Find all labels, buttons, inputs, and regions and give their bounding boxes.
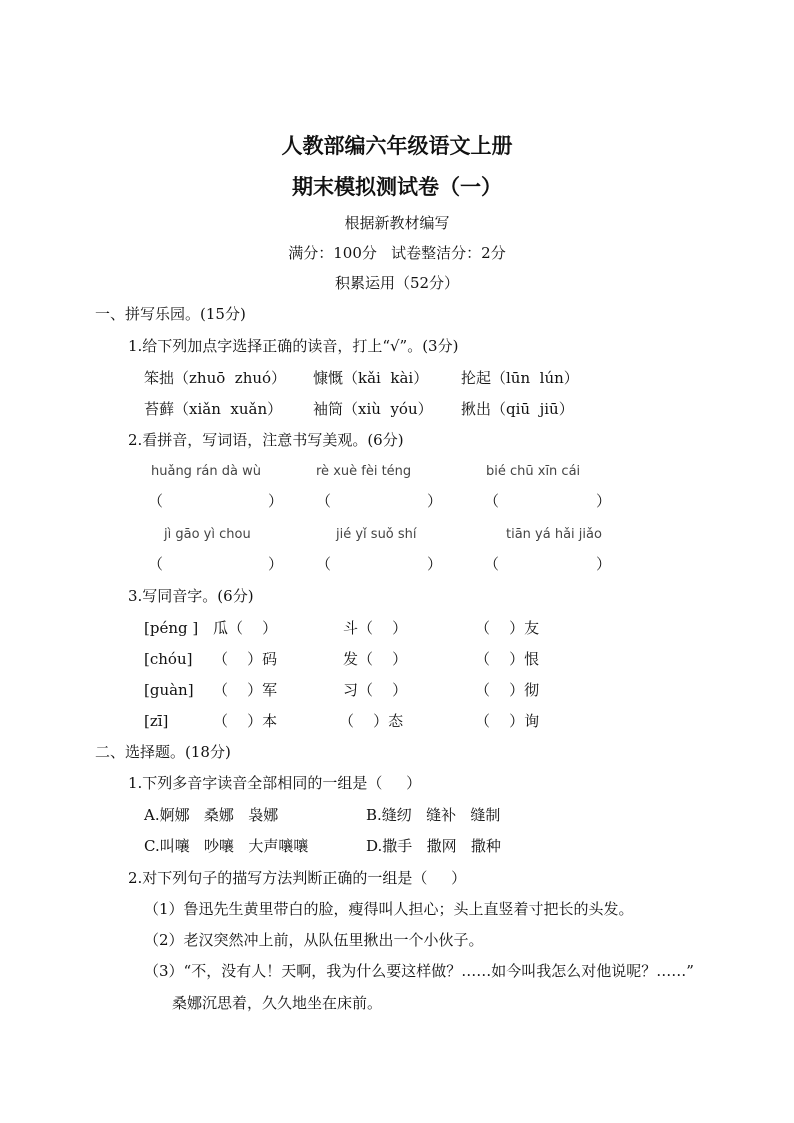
- pinyin-prompt: huǎng rán dà wù: [151, 464, 261, 479]
- q3-prompt: 3.写同音字。(6分): [128, 587, 254, 605]
- section2-title: 二、选择题。(18分): [95, 743, 231, 761]
- part-title: 积累运用（52分）: [334, 274, 460, 292]
- answer-blank-close: ）: [427, 492, 443, 510]
- homophone-blank[interactable]: （ ）态: [339, 712, 404, 730]
- answer-blank-close: ）: [268, 555, 284, 573]
- homophone-blank[interactable]: 斗（ ）: [343, 619, 408, 637]
- homophone-blank[interactable]: （ ）码: [213, 650, 278, 668]
- homophone-blank[interactable]: 发（ ）: [343, 650, 408, 668]
- pinyin-prompt: tiān yá hǎi jiǎo: [506, 527, 602, 542]
- q1-item: 袖筒（xiù yóu）: [313, 400, 433, 418]
- q1-item: 抡起（lūn lún）: [461, 369, 579, 387]
- homophone-blank[interactable]: （ ）友: [475, 619, 540, 637]
- answer-blank-close: ）: [427, 555, 443, 573]
- sentence-continuation: 桑娜沉思着，久久地坐在床前。: [172, 994, 383, 1012]
- q1-item: 慷慨（kǎi kài）: [313, 369, 429, 387]
- q1-prompt: 1.给下列加点字选择正确的读音，打上“√”。(3分): [128, 337, 459, 355]
- q1-item: 揪出（qiū jiū）: [461, 400, 574, 418]
- sentence: （2）老汉突然冲上前，从队伍里揪出一个小伙子。: [144, 931, 484, 949]
- exam-title: 人教部编六年级语文上册: [281, 133, 513, 158]
- answer-blank-close: ）: [268, 492, 284, 510]
- pinyin-prompt: jì gāo yì chou: [164, 527, 251, 542]
- section1-title: 一、拼写乐园。(15分): [95, 305, 246, 323]
- answer-blank-open[interactable]: （: [148, 555, 164, 573]
- pinyin-label: [chóu]: [144, 650, 193, 668]
- homophone-blank[interactable]: 习（ ）: [343, 681, 408, 699]
- choice-q2-prompt: 2.对下列句子的描写方法判断正确的一组是（ ）: [128, 869, 467, 887]
- choice-q1-prompt: 1.下列多音字读音全部相同的一组是（ ）: [128, 774, 422, 792]
- pinyin-prompt: bié chū xīn cái: [486, 464, 581, 479]
- homophone-blank[interactable]: 瓜（ ）: [213, 619, 278, 637]
- answer-blank-close: ）: [596, 555, 612, 573]
- homophone-blank[interactable]: （ ）彻: [475, 681, 540, 699]
- exam-subtitle: 期末模拟测试卷（一）: [292, 174, 502, 199]
- answer-blank-close: ）: [596, 492, 612, 510]
- homophone-blank[interactable]: （ ）军: [213, 681, 278, 699]
- sentence: （1）鲁迅先生黄里带白的脸，瘦得叫人担心；头上直竖着寸把长的头发。: [144, 900, 634, 918]
- q1-item: 笨拙（zhuō zhuó）: [144, 369, 287, 387]
- answer-blank-open[interactable]: （: [148, 492, 164, 510]
- q2-prompt: 2.看拼音，写词语，注意书写美观。(6分): [128, 431, 404, 449]
- pinyin-label: [péng ]: [144, 619, 199, 637]
- answer-blank-open[interactable]: （: [316, 555, 332, 573]
- homophone-blank[interactable]: （ ）本: [213, 712, 278, 730]
- pinyin-label: [guàn]: [144, 681, 194, 699]
- choice-option-a[interactable]: A.婀娜 桑娜 袅娜: [144, 806, 279, 824]
- choice-option-d[interactable]: D.撒手 撒网 撒种: [366, 837, 501, 855]
- pinyin-prompt: jié yǐ suǒ shí: [336, 527, 417, 542]
- answer-blank-open[interactable]: （: [316, 492, 332, 510]
- pinyin-prompt: rè xuè fèi téng: [316, 464, 412, 479]
- choice-option-c[interactable]: C.叫嚷 吵嚷 大声嚷嚷: [144, 837, 309, 855]
- score-line: 满分：100分 试卷整洁分：2分: [288, 244, 506, 262]
- q1-item: 苔藓（xiǎn xuǎn）: [144, 400, 283, 418]
- answer-blank-open[interactable]: （: [484, 492, 500, 510]
- choice-option-b[interactable]: B.缝纫 缝补 缝制: [366, 806, 501, 824]
- exam-note: 根据新教材编写: [344, 214, 450, 232]
- homophone-blank[interactable]: （ ）询: [475, 712, 540, 730]
- homophone-blank[interactable]: （ ）恨: [475, 650, 540, 668]
- pinyin-label: [zī]: [144, 712, 169, 730]
- sentence: （3）“不，没有人！天啊，我为什么要这样做？……如今叫我怎么对他说呢？……”: [144, 962, 694, 980]
- answer-blank-open[interactable]: （: [484, 555, 500, 573]
